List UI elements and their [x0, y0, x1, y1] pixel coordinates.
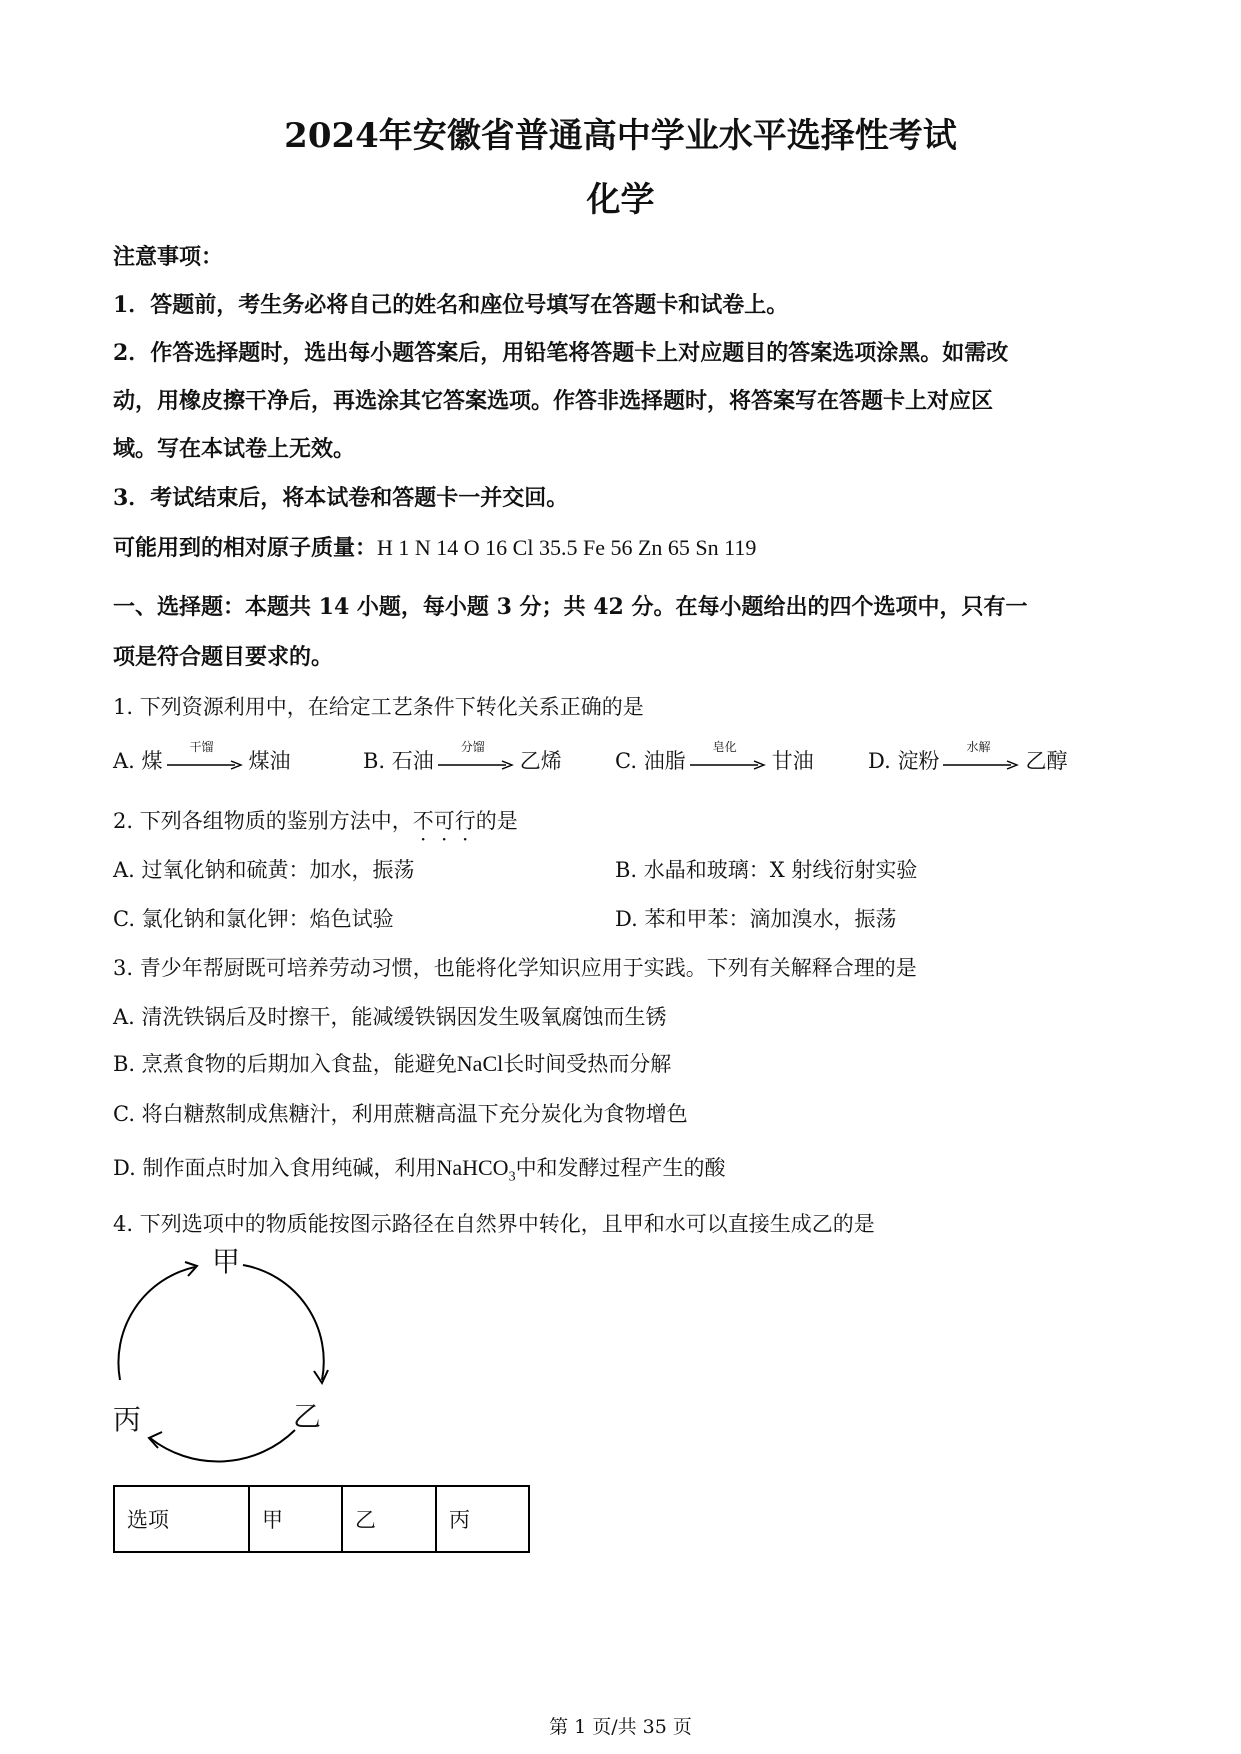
diagram-label-left: 丙 [113, 1403, 142, 1436]
reaction-arrow [438, 739, 516, 774]
q3-option-a: A. 清洗铁锅后及时擦干，能减缓铁锅因发生吸氧腐蚀而生锈 [113, 1005, 667, 1029]
notice-item-2-cont: 动，用橡皮擦干净后，再选涂其它答案选项。作答非选择题时，将答案写在答题卡上对应区 [113, 388, 994, 414]
q1-option-b [363, 739, 562, 775]
notice-item-2-end: 域。写在本试卷上无效。 [113, 436, 356, 462]
q4-table [113, 1485, 530, 1553]
arc-bing-to-jia [118, 1267, 195, 1380]
q2-option-d: D. 苯和甲苯：滴加溴水，振荡 [615, 907, 897, 931]
diagram-label-right: 乙 [293, 1400, 322, 1433]
section-heading: 一、选择题：本题共 14 小题，每小题 3 分；共 42 分。在每小题给出的四个选项中，只有一 [113, 594, 1028, 620]
q3-option-c: C. 将白糖熬制成焦糖汁，利用蔗糖高温下充分炭化为食物增色 [113, 1102, 688, 1126]
q2-stem-post: 的是 [475, 809, 518, 833]
q3-stem: 3. 青少年帮厨既可培养劳动习惯，也能将化学知识应用于实践。下列有关解释合理的是 [113, 956, 917, 980]
option-letter: D. [868, 749, 891, 773]
option-letter: B. [363, 749, 386, 773]
section-heading-cont: 项是符合题目要求的。 [113, 644, 334, 670]
chem-formula: NaCl [456, 1051, 504, 1076]
q2-option-b: B. 水晶和玻璃：X 射线衍射实验 [615, 858, 918, 882]
arc-yi-to-bing [150, 1430, 295, 1461]
arrow-condition: 水解 [966, 739, 991, 754]
exam-title: 2024年安徽省普通高中学业水平选择性考试 [284, 116, 957, 156]
q2-stem [113, 805, 518, 835]
chem-formula [436, 1155, 516, 1185]
reaction-arrow [943, 739, 1021, 774]
q2-stem-pre: 2. 下列各组物质的鉴别方法中， [113, 809, 413, 833]
chem-formula-sub: 3 [508, 1169, 516, 1185]
chem-formula-main: NaHCO [436, 1155, 509, 1180]
table-header-cell: 甲 [249, 1486, 342, 1552]
emph-char: 不 [412, 809, 434, 833]
product: 甘油 [771, 749, 814, 773]
option-letter: C. [615, 749, 637, 773]
q2-option-c: C. 氯化钠和氯化钾：焰色试验 [113, 907, 394, 931]
q1-stem: 1. 下列资源利用中，在给定工艺条件下转化关系正确的是 [113, 695, 644, 719]
atomic-mass-values: H 1 N 14 O 16 Cl 35.5 Fe 56 Zn 65 Sn 119 [377, 535, 757, 560]
q1-option-a [113, 739, 291, 775]
notice-item-2: 2．作答选择题时，选出每小题答案后，用铅笔将答题卡上对应题目的答案选项涂黑。如需改 [113, 340, 1009, 366]
arc-jia-to-yi [243, 1265, 324, 1380]
q4-stem: 4. 下列选项中的物质能按图示路径在自然界中转化，且甲和水可以直接生成乙的是 [113, 1212, 875, 1236]
q3-d-post: 中和发酵过程产生的酸 [515, 1156, 726, 1180]
arrow-condition: 皂化 [712, 739, 737, 754]
emph-char: 行 [454, 809, 476, 833]
product: 煤油 [248, 749, 291, 773]
q1-option-d [868, 739, 1068, 775]
page-footer: 第 1 页/共 35 页 [549, 1716, 692, 1738]
q3-b-post: 长时间受热而分解 [503, 1052, 672, 1076]
arrow-condition: 干馏 [189, 739, 214, 754]
table-header-cell: 选项 [114, 1486, 249, 1552]
notice-item-3: 3．考试结束后，将本试卷和答题卡一并交回。 [113, 485, 569, 511]
q3-option-d [113, 1152, 726, 1185]
product: 乙烯 [519, 749, 562, 773]
notice-item-1: 1．答题前，考生务必将自己的姓名和座位号填写在答题卡和试卷上。 [113, 292, 789, 318]
emph-char: 可 [433, 809, 455, 833]
atomic-mass-label: 可能用到的相对原子质量： [113, 535, 378, 561]
q3-d-pre: D. 制作面点时加入食用纯碱，利用 [113, 1156, 437, 1180]
reactant: 煤 [141, 749, 163, 773]
table-header-cell: 乙 [342, 1486, 436, 1552]
atomic-mass-line [113, 531, 756, 562]
subject-title: 化学 [586, 180, 655, 220]
arrow-condition: 分馏 [460, 739, 485, 754]
diagram-label-top: 甲 [212, 1245, 241, 1278]
option-letter: A. [113, 749, 135, 773]
q3-option-b [113, 1048, 671, 1078]
q1-option-c [615, 739, 814, 775]
reaction-arrow [167, 739, 245, 774]
notice-heading: 注意事项： [113, 244, 224, 270]
q3-b-pre: B. 烹煮食物的后期加入食盐，能避免 [113, 1052, 457, 1076]
arrowhead [314, 1370, 328, 1383]
reactant: 石油 [391, 749, 434, 773]
product: 乙醇 [1025, 749, 1068, 773]
table-header-cell: 丙 [436, 1486, 529, 1552]
q2-emphasis [413, 809, 476, 833]
reactant: 淀粉 [897, 749, 940, 773]
q2-option-a: A. 过氧化钠和硫黄：加水，振荡 [113, 858, 415, 882]
reaction-arrow [690, 739, 768, 774]
reactant: 油脂 [643, 749, 686, 773]
table-header-row [114, 1486, 529, 1552]
